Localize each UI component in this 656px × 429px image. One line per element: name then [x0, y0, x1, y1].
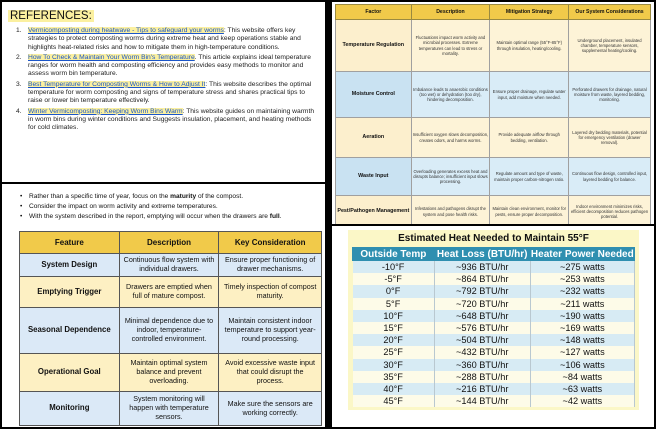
design-bullets — [20, 192, 320, 221]
table-row: 5°F ~720 BTU/hr ~211 watts — [353, 298, 635, 310]
table-row: 35°F ~288 BTU/hr ~84 watts — [353, 371, 635, 383]
heat-table — [352, 247, 635, 407]
design-panel — [2, 184, 325, 427]
table-row: 20°F ~504 BTU/hr ~148 watts — [353, 334, 635, 346]
table-row: System Design Continuous flow system with individual drawers. Ensure proper functioning of drawer mechanisms. — [20, 254, 322, 277]
reference-item: 4. Winter Vermicomposting: Keeping Worm Bins Warm: This website guides on maintaining warmth in worm bins during winter conditions and Suggests insulation, placement, and heating methods for cold climates. — [16, 107, 315, 132]
table-row: 45°F ~144 BTU/hr ~42 watts — [353, 395, 635, 407]
factor-table-panel — [332, 2, 654, 224]
heat-table-title: Estimated Heat Needed to Maintain 55°F — [398, 233, 589, 244]
consideration-header: Our System Considerations — [569, 5, 651, 20]
factor-table — [335, 4, 651, 224]
table-row: Monitoring System monitoring will happen with temperature sensors. Make sure the sensors are working correctly. — [20, 392, 322, 426]
feature-header: Feature — [20, 232, 120, 254]
table-row: 10°F ~648 BTU/hr ~190 watts — [353, 310, 635, 322]
table-row: 15°F ~576 BTU/hr ~169 watts — [353, 322, 635, 334]
references-panel — [2, 2, 325, 182]
factor-header: Factor — [336, 5, 412, 20]
list-item: • Consider the impact on worm activity and extreme temperatures. — [20, 202, 320, 212]
reference-link[interactable]: Winter Vermicomposting: Keeping Worm Bins Warm — [28, 107, 183, 115]
table-row: Moisture Control Imbalance leads to anaerobic conditions (too wet) or dehydration (too dry), hindering decomposition. Ensure proper drainage, regulate water input, add moisture when needed. Perforated drawers for drainage, natural moisture from waste, layered bedding, monitoring. — [336, 72, 651, 118]
reference-item: 1. Vermicomposting during heatwave - Tips to safeguard your worms: This website offers key strategies to protect composting worms during extreme heat and keep operations stable and highlights heat-related risks and how to mitigate them in high-temperature conditions. — [16, 27, 301, 51]
heat-loss-header: Heat Loss (BTU/hr) — [434, 248, 530, 261]
table-row: Operational Goal Maintain optimal system balance and prevent overloading. Avoid excessive waste input that could disrupt the process. — [20, 354, 322, 392]
table-row: Aeration Insufficient oxygen slows decomposition, creates odors, and harms worms. Provide adequate airflow through bedding, ventilation. Layered dry bedding materials, potential for emergency ventilation (drawer removal). — [336, 118, 651, 158]
table-row: -10°F ~936 BTU/hr ~275 watts — [353, 261, 635, 274]
list-item: • Rather than a specific time of year, focus on the maturity of the compost. — [20, 192, 320, 202]
outside-temp-header: Outside Temp — [353, 248, 435, 261]
table-row: Temperature Regulation Fluctuations impact worm activity and microbial processes. Extreme temperatures can lead to stress or mortality. Maintain optimal range (55°F-85°F) through insulation, heating/cooling. Underground placement, insulated chamber, temperature sensors, supplemental heating/cooling. — [336, 20, 651, 72]
table-row: Pest/Pathogen Management Infestations and pathogens disrupt the system and pose health risks. Maintain clean environment, monitor for pests, ensure proper decomposition. Indoor environment minimizes risks, efficient decomposition reduces pathogen potential. — [336, 196, 651, 225]
design-table — [19, 231, 322, 426]
table-row: 25°F ~432 BTU/hr ~127 watts — [353, 346, 635, 358]
table-row: Waste Input Overloading generates excess heat and disrupts balance; insufficient input slows processing. Regulate amount and type of waste, maintain proper carbon-nitrogen ratio. Continuous flow design, controlled input, layered bedding for balance. — [336, 158, 651, 196]
reference-item: 3. Best Temperature for Composting Worms & How to Adjust It: This website describes the optimal temperature for worm composting and signs of temperature stress and shares practical tips to raise or lower bin temperature effectively. — [16, 80, 312, 105]
heat-table-panel — [332, 226, 654, 427]
table-row: Emptying Trigger Drawers are emptied when full of mature compost. Timely inspection of compost maturity. — [20, 277, 322, 308]
key-consideration-header: Key Consideration — [219, 232, 322, 254]
reference-link[interactable]: Best Temperature for Composting Worms & How to Adjust It — [28, 80, 206, 88]
references-title: REFERENCES: — [10, 10, 92, 22]
list-item: • With the system described in the report, emptying will occur when the drawers are full. — [20, 212, 320, 222]
reference-link[interactable]: How To Check & Maintain Your Worm Bin's Temperature — [28, 53, 195, 61]
table-row: 0°F ~792 BTU/hr ~232 watts — [353, 285, 635, 297]
heater-power-header: Heater Power Needed — [530, 248, 634, 260]
table-row: -5°F ~864 BTU/hr ~253 watts — [353, 273, 635, 285]
description-header: Description — [411, 5, 490, 20]
heat-table-box — [348, 230, 639, 410]
table-row: 40°F ~216 BTU/hr ~63 watts — [353, 383, 635, 395]
description-header: Description — [119, 232, 219, 254]
mitigation-header: Mitigation Strategy — [490, 5, 569, 20]
table-row: 30°F ~360 BTU/hr ~106 watts — [353, 359, 635, 371]
reference-item: 2. How To Check & Maintain Your Worm Bin's Temperature. This article explains ideal temperature ranges for worm health and composting efficiency and provides easy methods to monitor and assess worm bin temperature. — [16, 53, 311, 78]
references-list — [8, 27, 320, 135]
reference-link[interactable]: Vermicomposting during heatwave - Tips to safeguard your worms — [28, 27, 224, 34]
table-row: Seasonal Dependence Minimal dependence due to indoor, temperature-controlled environment. Maintain consistent indoor temperature to support year-round processing. — [20, 308, 322, 354]
